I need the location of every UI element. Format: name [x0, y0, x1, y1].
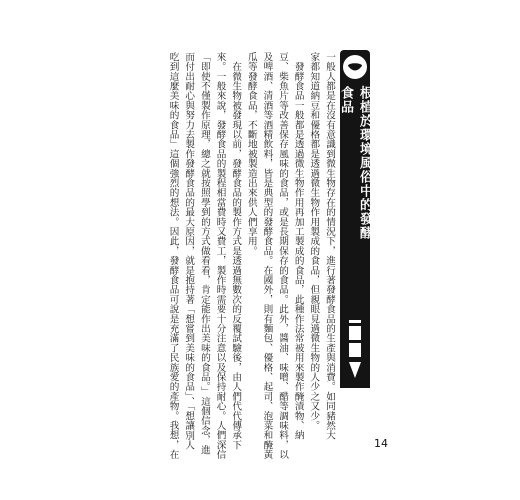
text-column: 豆、柴魚片等改善保存風味的食品，或是長期保存的食品。此外，醬油、味噌、醋等調味料，以: [277, 52, 289, 460]
decorative-arrow-icon: [346, 318, 364, 382]
text-column: 及啤酒、清酒等酒精飲料，皆是典型的發酵食品。在國外，則有麵包、優格、起司、泡菜和醃黃: [261, 52, 273, 460]
text-column: 瓜等發酵食品，不斷地被製造出來供人們享用。: [245, 52, 257, 256]
text-column: 「即使不僅製作原理，總之就按照學到的方式做看看，肯定能作出美味的食品。」這個信念，進: [198, 52, 210, 455]
text-column: 發酵食品一般都是透過微生物作用再加工製成的食品，此種作法常被用來製作醃漬物、納: [292, 52, 304, 440]
text-column: 而付出耐心與努力去製作發酵食品的最大原因，就是抱持著「想嘗到美味的食品」、「想讓別人: [183, 52, 195, 450]
text-column: 來。一般來說，發酵食品的製程相當費時又費工，製作時需要十分注意以及保持耐心。人們深信: [214, 52, 226, 460]
text-column: 吃到這麼美味的食品」這個強烈的想法。因此，發酵食品可說是充滿了民族愛的產物。我想，在: [167, 52, 179, 460]
text-column: 家都知道納豆和優格都是透過微生物作用製成的食品，但親眼見過微生物的人少之又少。: [308, 52, 320, 431]
page-number: 14: [374, 437, 388, 450]
body-text: [167, 52, 335, 460]
text-column: 一般人都是在沒有意識到微生物存在的情況下，進行著發酵食品的生產與消費。如同豬然大: [324, 52, 335, 440]
chapter-title: 根植於環境風俗中的發酵食品: [338, 86, 372, 240]
bowl-icon: [343, 55, 367, 79]
text-column: 在微生物被發現以前，發酵食品的製作方式是透過無數次的反覆試驗後，由人們代代傳承下: [230, 52, 242, 450]
